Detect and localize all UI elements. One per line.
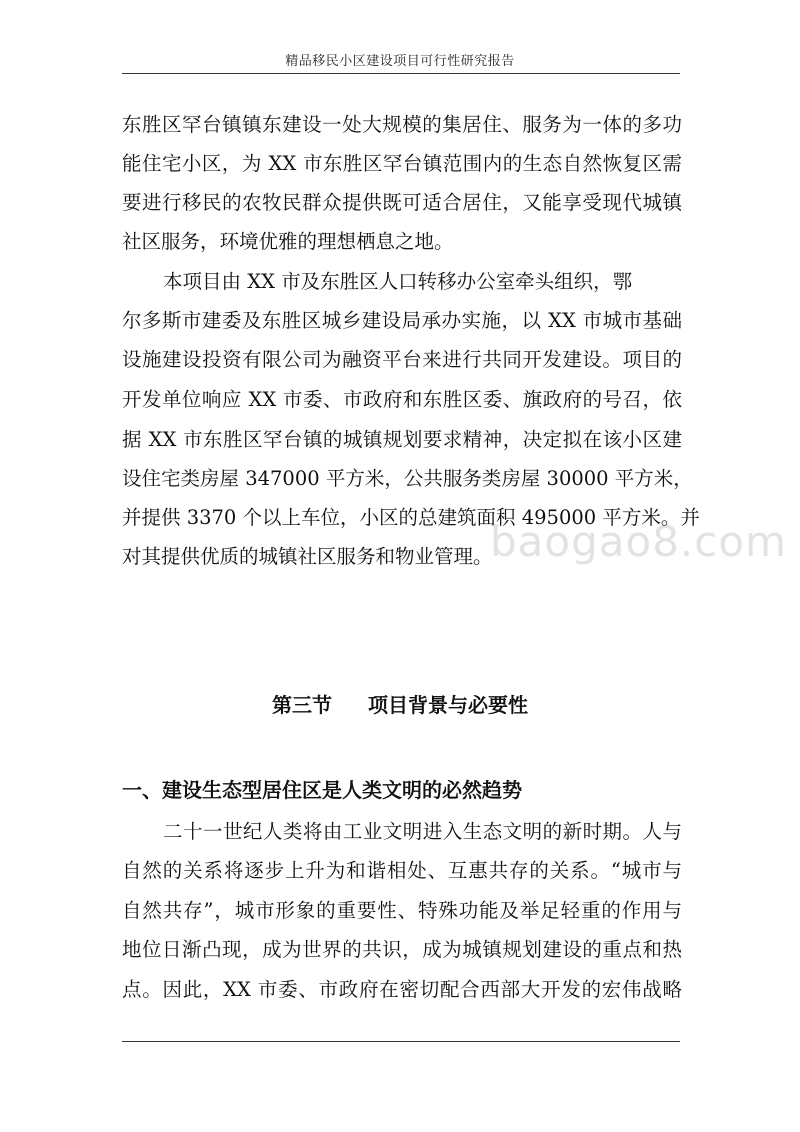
paragraph-line: 能住宅小区，为 XX 市东胜区罕台镇范围内的生态自然恢复区需 <box>122 152 682 175</box>
footer-divider <box>122 1041 680 1042</box>
paragraph-line: 自然共存”，城市形象的重要性、特殊功能及举足轻重的作用与 <box>122 899 682 922</box>
paragraph-line: 设住宅类房屋 347000 平方米，公共服务类房屋 30000 平方米， <box>122 467 693 490</box>
paragraph-line: 本项目由 XX 市及东胜区人口转移办公室牵头组织，鄂 <box>163 270 633 293</box>
paragraph-line: 社区服务，环境优雅的理想栖息之地。 <box>122 230 454 253</box>
watermark: baogao8.com <box>490 517 787 566</box>
page-header: 精品移民小区建设项目可行性研究报告 <box>285 54 515 69</box>
paragraph-line: 尔多斯市建委及东胜区城乡建设局承办实施，以 XX 市城市基础 <box>122 309 682 332</box>
paragraph-line: 设施建设投资有限公司为融资平台来进行共同开发建设。项目的 <box>122 348 682 371</box>
header-divider <box>122 73 680 74</box>
paragraph-line: 东胜区罕台镇镇东建设一处大规模的集居住、服务为一体的多功 <box>122 113 682 136</box>
paragraph-line: 并提供 3370 个以上车位，小区的总建筑面积 495000 平方米。并 <box>122 506 700 529</box>
paragraph-line: 点。因此，XX 市委、市政府在密切配合西部大开发的宏伟战略 <box>122 978 682 1001</box>
paragraph-line: 要进行移民的农牧民群众提供既可适合居住，又能享受现代城镇 <box>122 191 682 214</box>
section-title <box>0 691 800 719</box>
section-heading: 项目背景与必要性 <box>368 693 528 717</box>
paragraph-line: 对其提供优质的城镇社区服务和物业管理。 <box>122 545 493 568</box>
paragraph-line: 开发单位响应 XX 市委、市政府和东胜区委、旗政府的号召，依 <box>122 388 682 411</box>
paragraph-line: 自然的关系将逐步上升为和谐相处、互惠共存的关系。“城市与 <box>122 859 682 882</box>
section-number: 第三节 <box>272 693 332 717</box>
paragraph-line: 二十一世纪人类将由工业文明进入生态文明的新时期。人与 <box>163 820 682 843</box>
paragraph-line: 据 XX 市东胜区罕台镇的城镇规划要求精神，决定拟在该小区建 <box>122 428 682 451</box>
paragraph-line: 地位日渐凸现，成为世界的共识，成为城镇规划建设的重点和热 <box>122 938 682 961</box>
subheading: 一、建设生态型居住区是人类文明的必然趋势 <box>122 778 522 802</box>
